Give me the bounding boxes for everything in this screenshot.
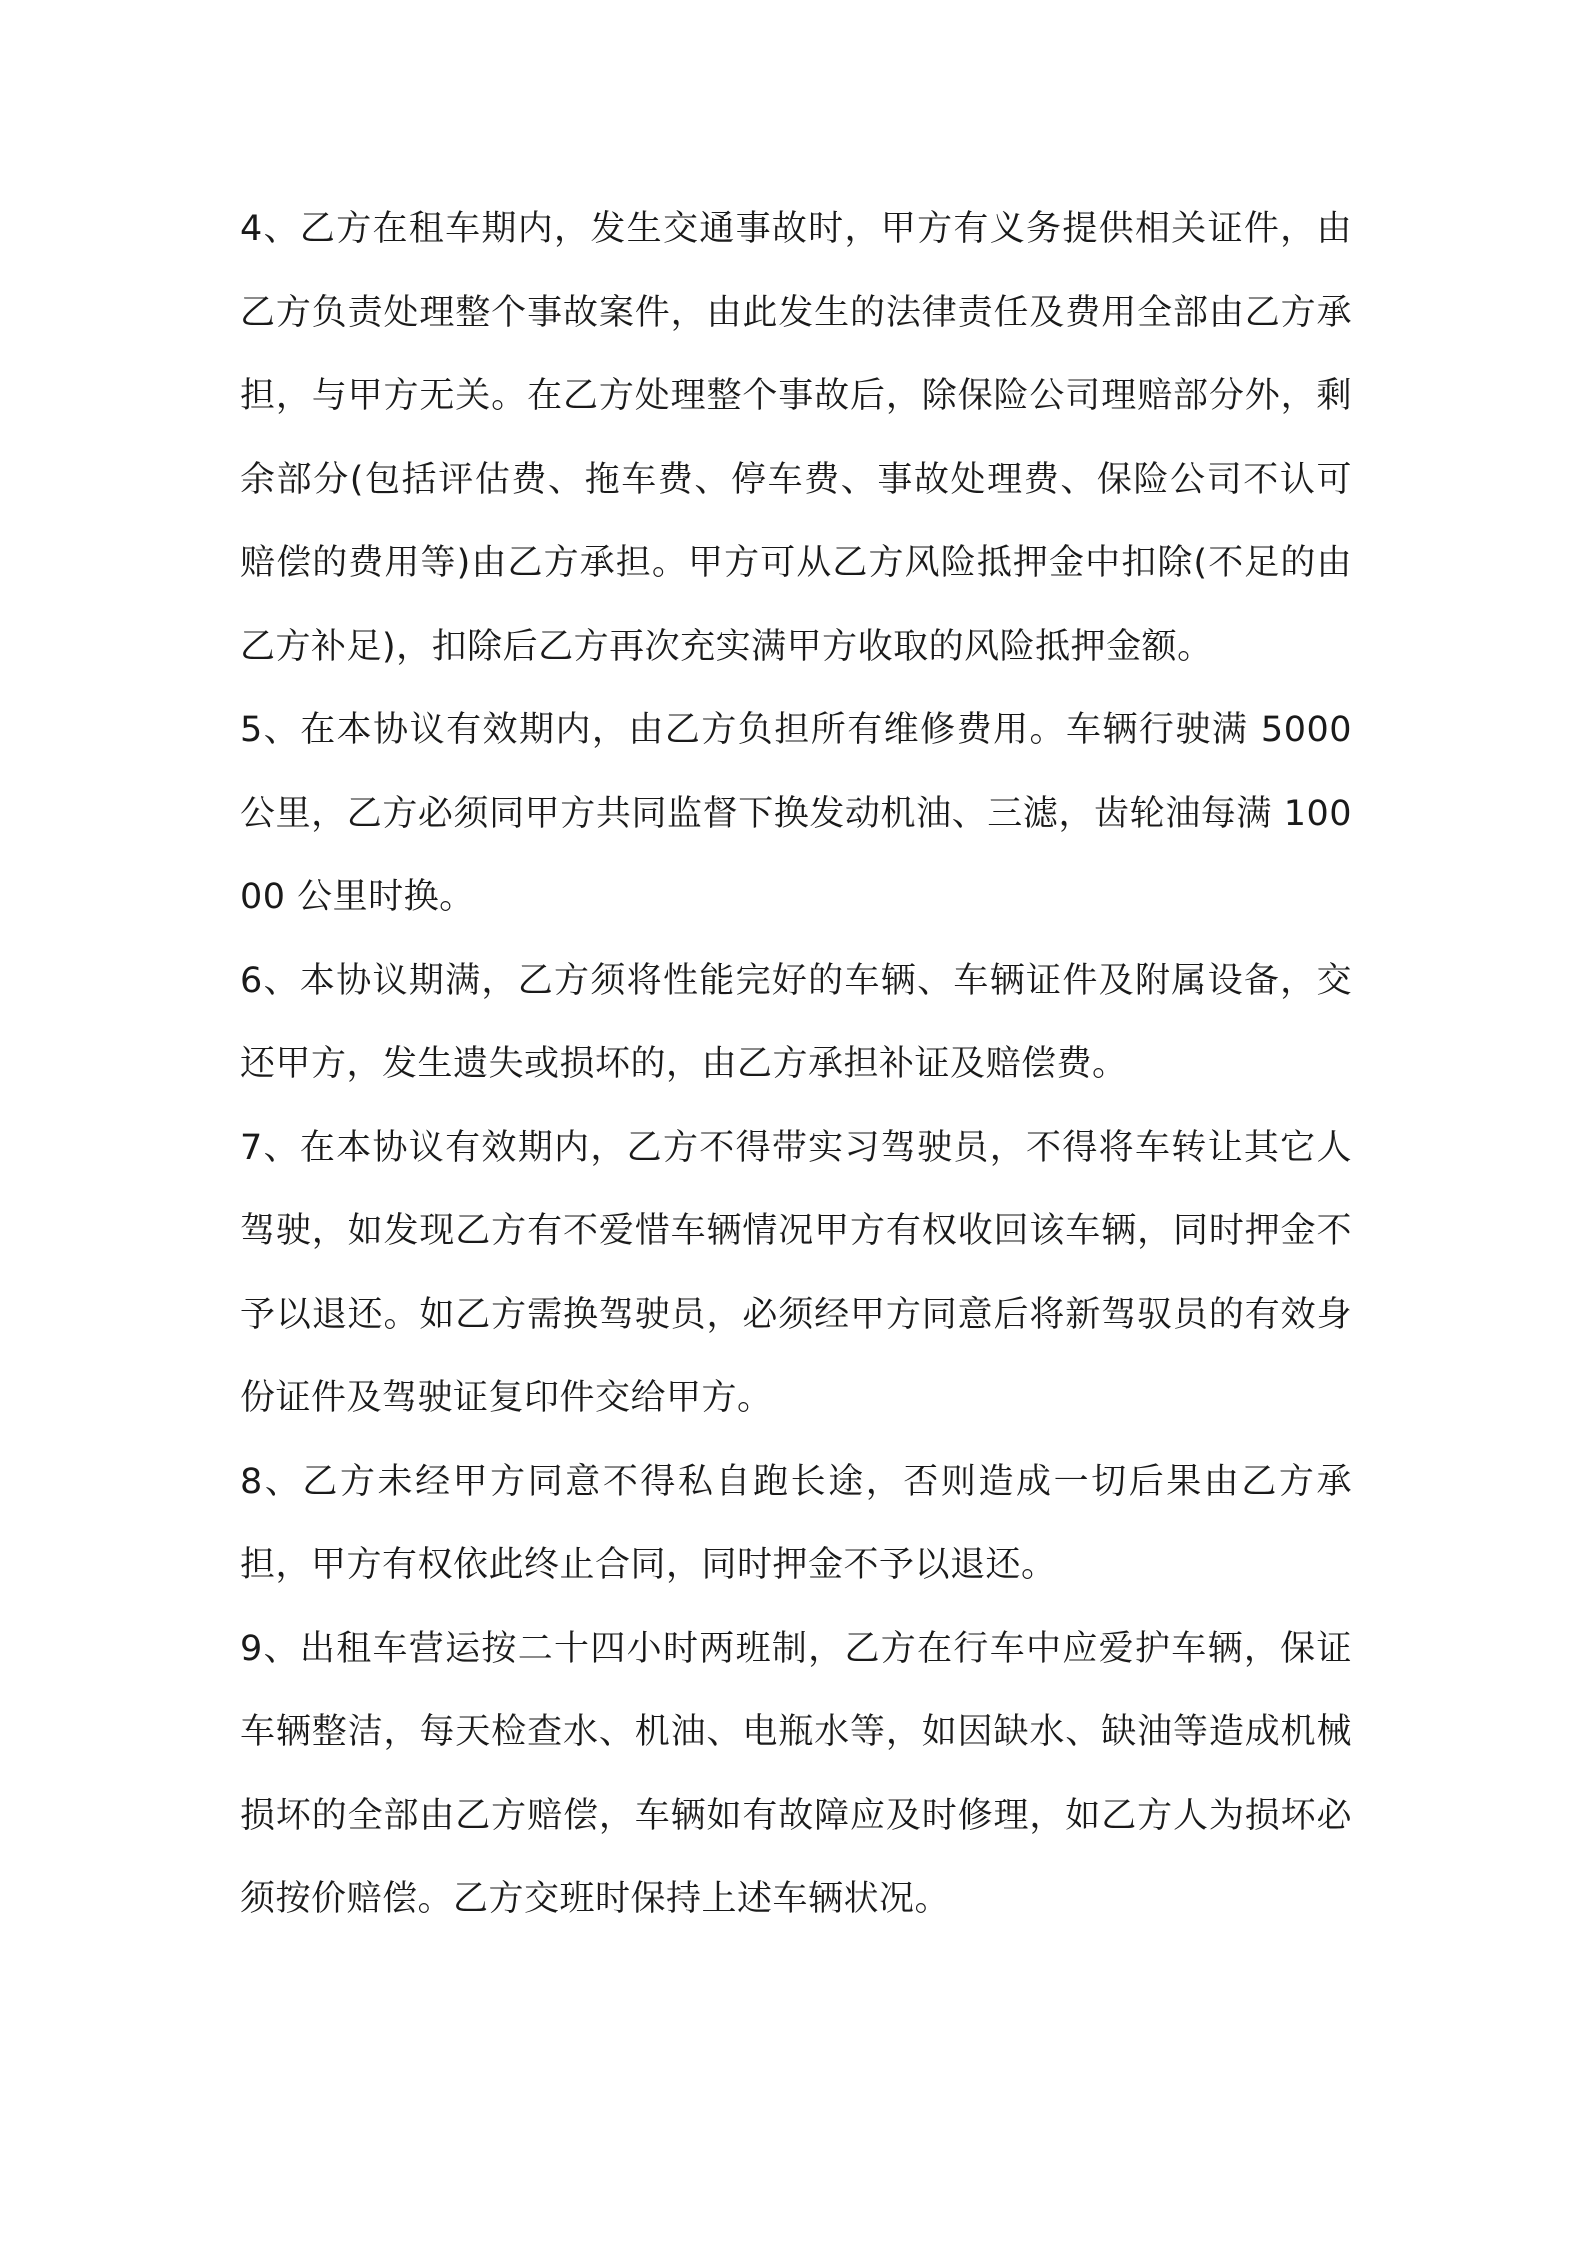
clause-5: 5、在本协议有效期内，由乙方负担所有维修费用。车辆行驶满 5000 公里，乙方必须同甲方共同监督下换发动机油、三滤，齿轮油每满 10000 公里时换。: [240, 710, 1352, 917]
clause-4: 4、乙方在租车期内，发生交通事故时，甲方有义务提供相关证件，由乙方负责处理整个事故案件，由此发生的法律责任及费用全部由乙方承担，与甲方无关。在乙方处理整个事故后，除保险公司理赔部分外，剩余部分(包括评估费、拖车费、停车费、事故处理费、保险公司不认可赔偿的费用等)由乙方承担。甲方可从乙方风险抵押金中扣除(不足的由乙方补足)，扣除后乙方再次充实满甲方收取的风险抵押金额。: [240, 209, 1352, 667]
clause-6: 6、本协议期满，乙方须将性能完好的车辆、车辆证件及附属设备，交还甲方，发生遗失或损坏的，由乙方承担补证及赔偿费。: [240, 960, 1352, 1084]
clause-8: 8、乙方未经甲方同意不得私自跑长途，否则造成一切后果由乙方承担，甲方有权依此终止合同，同时押金不予以退还。: [240, 1461, 1352, 1585]
contract-clauses: [240, 188, 1352, 1942]
clause-9: 9、出租车营运按二十四小时两班制，乙方在行车中应爱护车辆，保证车辆整洁，每天检查水、机油、电瓶水等，如因缺水、缺油等造成机械损坏的全部由乙方赔偿，车辆如有故障应及时修理，如乙方人为损坏必须按价赔偿。乙方交班时保持上述车辆状况。: [240, 1628, 1352, 1919]
clause-7: 7、在本协议有效期内，乙方不得带实习驾驶员，不得将车转让其它人驾驶，如发现乙方有不爱惜车辆情况甲方有权收回该车辆，同时押金不予以退还。如乙方需换驾驶员，必须经甲方同意后将新驾驭员的有效身份证件及驾驶证复印件交给甲方。: [240, 1127, 1352, 1418]
